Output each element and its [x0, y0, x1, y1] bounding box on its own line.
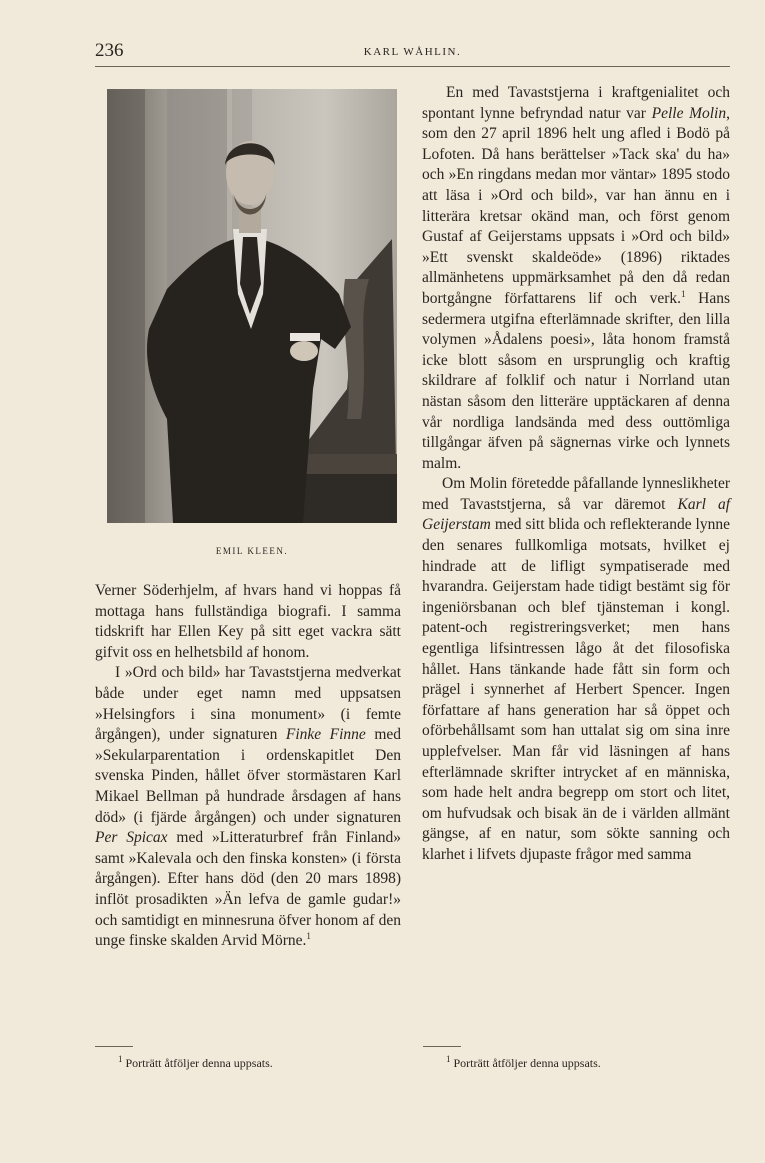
running-head: KARL WÅHLIN.	[363, 46, 462, 58]
figure-caption: EMIL KLEEN.	[215, 546, 289, 556]
signature-name: Finke Finne	[285, 726, 366, 744]
footnote-number: 1	[446, 1054, 451, 1064]
page-number: 236	[95, 40, 124, 61]
footnote-marker: 1	[681, 288, 686, 299]
footnote-left: $^1$ Porträtt åtföljer denna uppsats.	[118, 1054, 273, 1070]
right-paragraph-1: En med Tavaststjerna i kraftgenialitet och spontant lynne befryndad natur var Pelle Molin, som den 27 april 1896 helt ung afled i Bodö på Lofoten. Då hans berättelser »Tack ska' du ha» och »En ringdans medan mor väntar» 1895 stodo att läsa i »Ord och bild», var han ännu en i litterära kretsar okänd man, och först genom Gustaf af Geijerstams uppsats i »Ord och bild» »Ett svenskt skaldeöde» (1896) riktades allmänhetens uppmärksamhet på den då redan bortgångne författarens lif och verk.$^1$ Hans sedermera utgifna efterlämnade skrifter, den lilla volymen »Ådalens poesi», låta honom framstå icke blott såsom en ursprunglig och kraftig skildrare af folklif och natur i Norrland utan nästan såsom den litteräre upptäckaren af denna vår nordliga landsända med dess outtömliga tillgångar äfven på sägnernas virke och lynnets malm.	[422, 84, 730, 472]
portrait-illustration	[107, 89, 397, 523]
author-name: Pelle Molin	[651, 104, 727, 122]
footnote-rule-left	[95, 1046, 133, 1047]
header-rule	[95, 66, 730, 67]
footnote-rule-right	[423, 1046, 461, 1047]
page-header	[95, 40, 730, 66]
portrait-photograph	[107, 89, 397, 523]
left-paragraph-1: Verner Söderhjelm, af hvars hand vi hoppas få mottaga hans fullständiga biografi. I samma tidskrift har Ellen Key på sitt eget vackra sätt gifvit oss en helhetsbild af honom.	[95, 582, 401, 661]
footnote-right: $^1$ Porträtt åtföljer denna uppsats.	[446, 1054, 601, 1070]
author-name: Karl af Geijerstam	[422, 495, 730, 534]
left-paragraph-2: I »Ord och bild» har Tavaststjerna medverkat både under eget namn med uppsatsen »Helsingfors i sina monument» (i femte årgången), under signaturen Finke Finne med »Sekularparentation i ordenskapitlet Den svenska Pinden, hållet öfver stormästaren Karl Mikael Bellman på hundrade årsdagen af hans död» (i fjärde årgången) och under signaturen Per Spicax med »Litteraturbref från Finland» samt »Kalevala och den finska konsten» (i första årgången). Efter hans död (den 20 mars 1898) inflöt prosadikten »Än lefva de gamle gudar!» och samtidigt en minnesruna öfver honom af den unge finske skalden Arvid Mörne.$^1$	[95, 664, 402, 950]
signature-name: Per Spicax	[95, 829, 168, 847]
right-paragraph-2: Om Molin företedde påfallande lynneslikheter med Tavaststjerna, så var däremot Karl af Geijerstam med sitt blida och reflekterande lynne den senares fullkomliga motsats, hvilket ej hindrade att de lifligt sympatiserade med hvarandra. Geijerstam hade tidigt bestämt sig för ingeniörsbanan och blef tjänsteman i kongl. patent-och registreringsverket; men hans egentliga lifsintressen lågo åt det filosofiska hållet. Hans tänkande hade fått sin form och prägel i synnerhet af Herbert Spencer. Ingen författare af hans generation har så öppet och oförbehållsamt som han uttalat sig om sina inre upplefvelser. Man får vid läsningen af hans efterlämnade skrifter intrycket af en människa, som hade helt andra begrepp om stort och litet, om hufvudsak och bisak än de i världen allmänt gängse, af en natur, som sökte sanning och klarhet i lifvets djupaste frågor med samma	[422, 475, 730, 863]
right-column	[422, 83, 730, 866]
footnote-marker: 1	[306, 930, 311, 941]
footnote-number: 1	[118, 1054, 123, 1064]
left-column	[95, 581, 401, 952]
